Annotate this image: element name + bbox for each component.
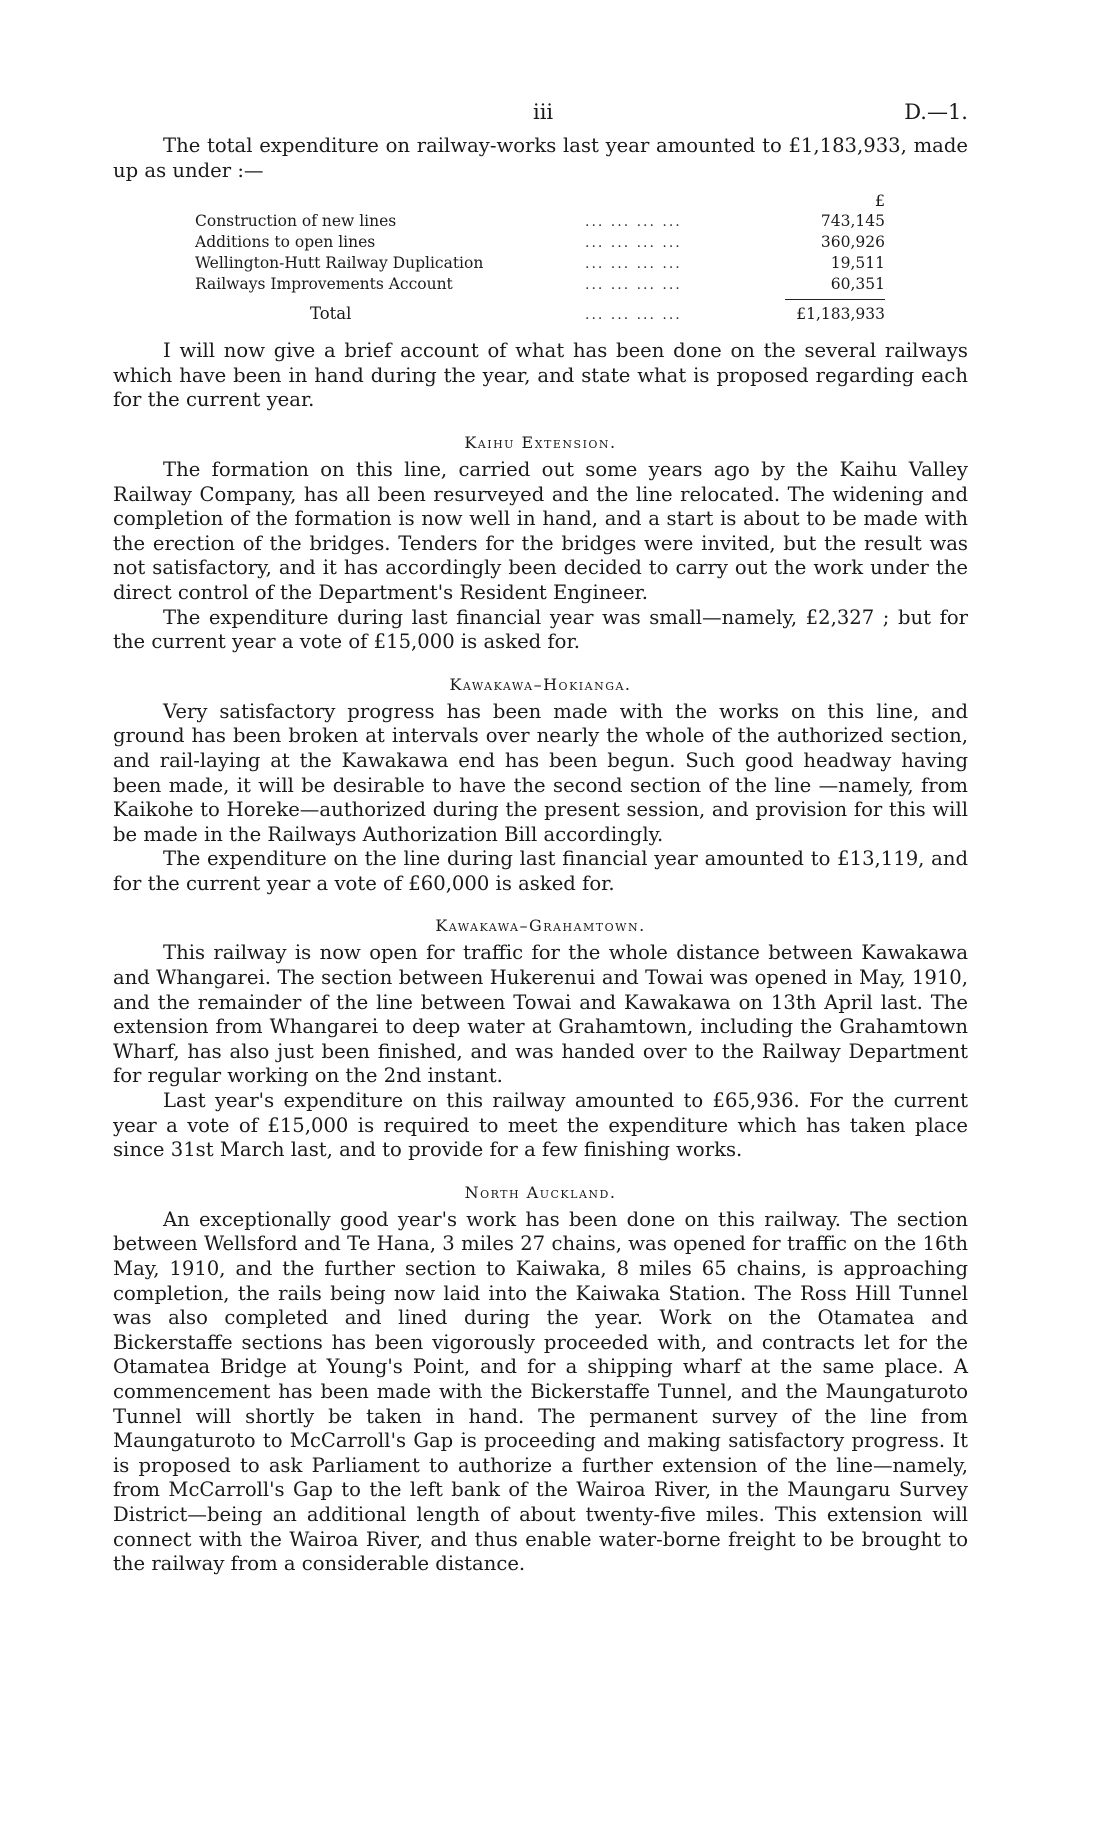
total-label: Total xyxy=(310,304,352,324)
table-row xyxy=(195,274,885,295)
total-value: £1,183,933 xyxy=(796,305,885,324)
table-row xyxy=(195,253,885,274)
section-heading-kawakawa-hokianga: Kawakawa–Hokianga. xyxy=(449,674,632,694)
leader-dots: ... ... ... ... xyxy=(585,214,682,231)
paragraph: This railway is now open for traffic for the whole distance between Kawakawa and Whangarei. The section between Hukerenui and Towai was opened in May, 1910, and the remainder of the line between Towai and Kawakawa on 13th April last. The extension from Whangarei to deep water at Grahamtown, including the Grahamtown Wharf, has also just been finished, and was handed over to the Railway Department for regular working on the 2nd instant. xyxy=(113,941,968,1088)
row-label: Construction of new lines xyxy=(195,212,397,231)
document-page xyxy=(113,100,968,1577)
row-value: 743,145 xyxy=(820,212,885,231)
section-heading-north-auckland: North Auckland. xyxy=(464,1182,617,1202)
section-heading-kaihu: Kaihu Extension. xyxy=(464,432,617,452)
leader-dots: ... ... ... ... xyxy=(585,277,682,294)
paragraph: Very satisfactory progress has been made with the works on this line, and ground has been broken at intervals over nearly the whole of the authorized section, and rail-laying at the Kawakawa end has been begun. Such good headway having been made, it will be desirable to have the second section of the line —namely, from Kaikohe to Horeke—authorized during the present session, and provision for this will be made in the Railways Authorization Bill accordingly. xyxy=(113,699,968,846)
expenditure-table xyxy=(195,191,885,325)
currency-header: £ xyxy=(874,191,885,211)
paragraph: An exceptionally good year's work has been done on this railway. The section between Wellsford and Te Hana, 3 miles 27 chains, was opened for traffic on the 16th May, 1910, and the further section to Kaiwaka, 8 miles 65 chains, is approaching completion, the rails being now laid into the Kaiwaka Station. The Ross Hill Tunnel was also completed and lined during the year. Work on the Otamatea and Bickerstaffe sections has been vigorously proceeded with, and contracts let for the Otamatea Bridge at Young's Point, and for a shipping wharf at the same place. A commencement has been made with the Bickerstaffe Tunnel, and the Maungaturoto Tunnel will shortly be taken in hand. The permanent survey of the line from Maungaturoto to McCarroll's Gap is proceeding and making satisfactory progress. It is proposed to ask Parliament to authorize a further extension of the line—namely, from McCarroll's Gap to the left bank of the Wairoa River, in the Maungaru Survey District—being an additional length of about twenty-five miles. This extension will connect with the Wairoa River, and thus enable water-borne freight to be brought to the railway from a considerable distance. xyxy=(113,1207,968,1576)
table-row xyxy=(195,211,885,232)
page-header xyxy=(113,100,968,134)
paragraph: The expenditure on the line during last financial year amounted to £13,119, and for the current year a vote of £60,000 is asked for. xyxy=(113,847,968,895)
table-row xyxy=(195,232,885,253)
paragraph: The expenditure during last financial year was small—namely, £2,327 ; but for the current year a vote of £15,000 is asked for. xyxy=(113,605,968,654)
leader-dots: ... ... ... ... xyxy=(585,235,682,252)
overview-paragraph: I will now give a brief account of what has been done on the several railways which have been in hand during the year, and state what is proposed regarding each for the current year. xyxy=(113,339,968,412)
paragraph: Last year's expenditure on this railway amounted to £65,936. For the current year a vote of £15,000 is required to meet the expenditure which has taken place since 31st March last, and to provide for a few finishing works. xyxy=(113,1089,968,1162)
row-value: 19,511 xyxy=(830,254,885,273)
section-heading-kawakawa-grahamtown: Kawakawa–Grahamtown. xyxy=(435,916,646,936)
intro-paragraph: The total expenditure on railway-works last year amounted to £1,183,933, made up as under :— xyxy=(113,134,968,182)
page-number: iii xyxy=(533,100,554,124)
total-row xyxy=(195,304,885,325)
document-reference: D.—1. xyxy=(904,100,968,124)
row-label: Wellington-Hutt Railway Duplication xyxy=(195,254,484,273)
total-rule xyxy=(785,299,885,300)
row-label: Additions to open lines xyxy=(195,233,376,252)
leader-dots: ... ... ... ... xyxy=(585,307,682,324)
row-label: Railways Improvements Account xyxy=(195,275,453,294)
row-value: 60,351 xyxy=(830,275,885,294)
row-value: 360,926 xyxy=(820,233,885,252)
leader-dots: ... ... ... ... xyxy=(585,256,682,273)
paragraph: The formation on this line, carried out some years ago by the Kaihu Valley Railway Company, has all been resurveyed and the line relocated. The widening and completion of the formation is now well in hand, and a start is about to be made with the erection of the bridges. Tenders for the bridges were invited, but the result was not satisfactory, and it has accordingly been decided to carry out the work under the direct control of the Department's Resident Engineer. xyxy=(113,457,968,604)
